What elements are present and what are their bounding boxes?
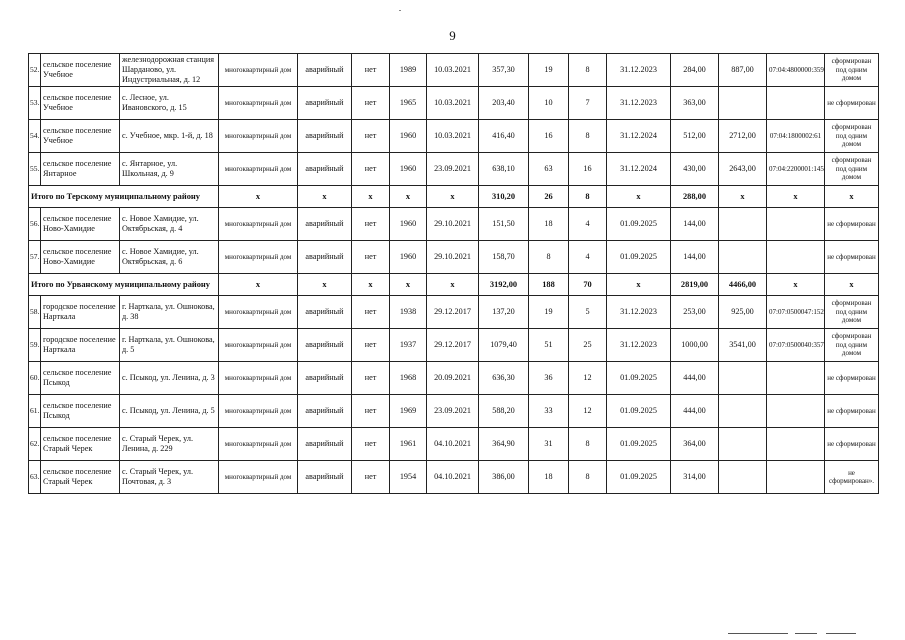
status-cell: аварийный bbox=[298, 87, 352, 120]
year-cell: 1968 bbox=[390, 362, 427, 395]
area-cell: 357,30 bbox=[479, 54, 529, 87]
house-type-cell: многоквартирный дом bbox=[219, 208, 298, 241]
cadastral-cell bbox=[767, 87, 825, 120]
house-type-cell: многоквартирный дом bbox=[219, 54, 298, 87]
year-cell: 1954 bbox=[390, 461, 427, 494]
land-area-cell bbox=[719, 208, 767, 241]
status-cell: аварийный bbox=[298, 296, 352, 329]
year-cell: 1960 bbox=[390, 241, 427, 274]
row-number: 63. bbox=[29, 461, 41, 494]
land-area-cell bbox=[719, 428, 767, 461]
planned-area-cell: 364,00 bbox=[671, 428, 719, 461]
settlement-cell: сельское поселение Учебное bbox=[41, 54, 120, 87]
year-cell: 1960 bbox=[390, 208, 427, 241]
table-row bbox=[29, 208, 879, 241]
total-title: Итого по Урванскому муниципальному району bbox=[29, 274, 219, 296]
row-number: 60. bbox=[29, 362, 41, 395]
area-cell: 158,70 bbox=[479, 241, 529, 274]
deadline-cell: 01.09.2025 bbox=[607, 395, 671, 428]
address-cell: с. Псыкод, ул. Ленина, д. 5 bbox=[120, 395, 219, 428]
total-cell: x bbox=[219, 186, 298, 208]
table-row bbox=[29, 153, 879, 186]
flag-cell: нет bbox=[352, 296, 390, 329]
table-row bbox=[29, 428, 879, 461]
total-land-area: 4466,00 bbox=[719, 274, 767, 296]
total-cell: x bbox=[767, 274, 825, 296]
area-cell: 386,00 bbox=[479, 461, 529, 494]
residents-cell: 18 bbox=[529, 461, 569, 494]
planned-area-cell: 430,00 bbox=[671, 153, 719, 186]
area-cell: 636,30 bbox=[479, 362, 529, 395]
planned-area-cell: 363,00 bbox=[671, 87, 719, 120]
formation-cell: сформирован под одним домом bbox=[825, 153, 879, 186]
table-row bbox=[29, 241, 879, 274]
total-row bbox=[29, 186, 879, 208]
table-row bbox=[29, 87, 879, 120]
deadline-cell: 31.12.2024 bbox=[607, 120, 671, 153]
formation-cell: не сформирован bbox=[825, 208, 879, 241]
date-cell: 04.10.2021 bbox=[427, 461, 479, 494]
table-row bbox=[29, 395, 879, 428]
year-cell: 1989 bbox=[390, 54, 427, 87]
deadline-cell: 31.12.2023 bbox=[607, 329, 671, 362]
planned-area-cell: 144,00 bbox=[671, 241, 719, 274]
year-cell: 1960 bbox=[390, 120, 427, 153]
flag-cell: нет bbox=[352, 87, 390, 120]
cadastral-cell: 07:04:4800000:359 bbox=[767, 54, 825, 87]
flag-cell: нет bbox=[352, 54, 390, 87]
land-area-cell: 2712,00 bbox=[719, 120, 767, 153]
house-type-cell: многоквартирный дом bbox=[219, 87, 298, 120]
settlement-cell: сельское поселение Псыкод bbox=[41, 362, 120, 395]
formation-cell: не сформирован bbox=[825, 362, 879, 395]
area-cell: 638,10 bbox=[479, 153, 529, 186]
formation-cell: не сформирован». bbox=[825, 461, 879, 494]
cadastral-cell: 07:04:2200001:145 bbox=[767, 153, 825, 186]
total-row bbox=[29, 274, 879, 296]
planned-area-cell: 253,00 bbox=[671, 296, 719, 329]
cadastral-cell: 07:04:1800002:61 bbox=[767, 120, 825, 153]
residents-cell: 8 bbox=[529, 241, 569, 274]
deadline-cell: 01.09.2025 bbox=[607, 241, 671, 274]
house-type-cell: многоквартирный дом bbox=[219, 153, 298, 186]
land-area-cell: 2643,00 bbox=[719, 153, 767, 186]
flag-cell: нет bbox=[352, 428, 390, 461]
deadline-cell: 31.12.2024 bbox=[607, 153, 671, 186]
flag-cell: нет bbox=[352, 208, 390, 241]
row-number: 55. bbox=[29, 153, 41, 186]
total-cell: x bbox=[390, 186, 427, 208]
formation-cell: сформирован под одним домом bbox=[825, 329, 879, 362]
deadline-cell: 31.12.2023 bbox=[607, 296, 671, 329]
total-cell: x bbox=[767, 186, 825, 208]
total-cell: x bbox=[825, 186, 879, 208]
land-area-cell bbox=[719, 395, 767, 428]
total-cell: x bbox=[352, 274, 390, 296]
planned-area-cell: 1000,00 bbox=[671, 329, 719, 362]
settlement-cell: сельское поселение Псыкод bbox=[41, 395, 120, 428]
premises-cell: 8 bbox=[569, 461, 607, 494]
row-number: 61. bbox=[29, 395, 41, 428]
planned-area-cell: 512,00 bbox=[671, 120, 719, 153]
table-row bbox=[29, 362, 879, 395]
address-cell: с. Новое Хамидие, ул. Октябрьская, д. 6 bbox=[120, 241, 219, 274]
total-cell: x bbox=[427, 274, 479, 296]
status-cell: аварийный bbox=[298, 362, 352, 395]
date-cell: 29.12.2017 bbox=[427, 296, 479, 329]
date-cell: 10.03.2021 bbox=[427, 120, 479, 153]
date-cell: 29.10.2021 bbox=[427, 241, 479, 274]
land-area-cell: 925,00 bbox=[719, 296, 767, 329]
formation-cell: сформирован под одним домом bbox=[825, 296, 879, 329]
status-cell: аварийный bbox=[298, 120, 352, 153]
status-cell: аварийный bbox=[298, 461, 352, 494]
settlement-cell: городское поселение Нарткала bbox=[41, 329, 120, 362]
total-residents: 188 bbox=[529, 274, 569, 296]
footer-rule bbox=[795, 633, 817, 634]
formation-cell: не сформирован bbox=[825, 395, 879, 428]
table-row bbox=[29, 461, 879, 494]
cadastral-cell bbox=[767, 241, 825, 274]
land-area-cell: 887,00 bbox=[719, 54, 767, 87]
total-area: 3192,00 bbox=[479, 274, 529, 296]
formation-cell: не сформирован bbox=[825, 87, 879, 120]
status-cell: аварийный bbox=[298, 241, 352, 274]
house-type-cell: многоквартирный дом bbox=[219, 395, 298, 428]
flag-cell: нет bbox=[352, 362, 390, 395]
row-number: 57. bbox=[29, 241, 41, 274]
settlement-cell: сельское поселение Старый Черек bbox=[41, 428, 120, 461]
table-row bbox=[29, 329, 879, 362]
scan-mark bbox=[399, 10, 401, 11]
house-type-cell: многоквартирный дом bbox=[219, 329, 298, 362]
total-cell: x bbox=[427, 186, 479, 208]
total-cell: x bbox=[607, 186, 671, 208]
table-row bbox=[29, 296, 879, 329]
row-number: 52. bbox=[29, 54, 41, 87]
status-cell: аварийный bbox=[298, 208, 352, 241]
status-cell: аварийный bbox=[298, 153, 352, 186]
planned-area-cell: 314,00 bbox=[671, 461, 719, 494]
deadline-cell: 01.09.2025 bbox=[607, 362, 671, 395]
address-cell: с. Лесное, ул. Ивановского, д. 15 bbox=[120, 87, 219, 120]
total-cell: x bbox=[390, 274, 427, 296]
date-cell: 23.09.2021 bbox=[427, 395, 479, 428]
status-cell: аварийный bbox=[298, 54, 352, 87]
total-cell: x bbox=[352, 186, 390, 208]
cadastral-cell bbox=[767, 208, 825, 241]
deadline-cell: 31.12.2023 bbox=[607, 54, 671, 87]
flag-cell: нет bbox=[352, 120, 390, 153]
row-number: 56. bbox=[29, 208, 41, 241]
total-residents: 26 bbox=[529, 186, 569, 208]
year-cell: 1937 bbox=[390, 329, 427, 362]
premises-cell: 12 bbox=[569, 362, 607, 395]
total-premises: 8 bbox=[569, 186, 607, 208]
table-row bbox=[29, 120, 879, 153]
settlement-cell: сельское поселение Ново-Хамидие bbox=[41, 241, 120, 274]
residents-cell: 19 bbox=[529, 54, 569, 87]
residents-cell: 51 bbox=[529, 329, 569, 362]
row-number: 54. bbox=[29, 120, 41, 153]
land-area-cell bbox=[719, 241, 767, 274]
premises-cell: 5 bbox=[569, 296, 607, 329]
planned-area-cell: 444,00 bbox=[671, 362, 719, 395]
total-planned-area: 2819,00 bbox=[671, 274, 719, 296]
planned-area-cell: 444,00 bbox=[671, 395, 719, 428]
total-cell: x bbox=[298, 186, 352, 208]
year-cell: 1961 bbox=[390, 428, 427, 461]
total-planned-area: 288,00 bbox=[671, 186, 719, 208]
status-cell: аварийный bbox=[298, 428, 352, 461]
flag-cell: нет bbox=[352, 153, 390, 186]
premises-cell: 8 bbox=[569, 54, 607, 87]
total-cell: x bbox=[219, 274, 298, 296]
house-type-cell: многоквартирный дом bbox=[219, 362, 298, 395]
area-cell: 416,40 bbox=[479, 120, 529, 153]
total-title: Итого по Терскому муниципальному району bbox=[29, 186, 219, 208]
page-number: 9 bbox=[449, 28, 456, 43]
house-type-cell: многоквартирный дом bbox=[219, 241, 298, 274]
residents-cell: 16 bbox=[529, 120, 569, 153]
flag-cell: нет bbox=[352, 329, 390, 362]
status-cell: аварийный bbox=[298, 395, 352, 428]
house-type-cell: многоквартирный дом bbox=[219, 296, 298, 329]
settlement-cell: сельское поселение Ново-Хамидие bbox=[41, 208, 120, 241]
address-cell: с. Учебное, мкр. 1-й, д. 18 bbox=[120, 120, 219, 153]
date-cell: 04.10.2021 bbox=[427, 428, 479, 461]
footer-rule bbox=[728, 633, 788, 634]
settlement-cell: городское поселение Нарткала bbox=[41, 296, 120, 329]
address-cell: г. Нарткала, ул. Ошнокова, д. 5 bbox=[120, 329, 219, 362]
address-cell: с. Старый Черек, ул. Ленина, д. 229 bbox=[120, 428, 219, 461]
date-cell: 29.12.2017 bbox=[427, 329, 479, 362]
total-cell: x bbox=[298, 274, 352, 296]
flag-cell: нет bbox=[352, 241, 390, 274]
residents-cell: 19 bbox=[529, 296, 569, 329]
area-cell: 588,20 bbox=[479, 395, 529, 428]
land-area-cell bbox=[719, 461, 767, 494]
cadastral-cell bbox=[767, 428, 825, 461]
row-number: 58. bbox=[29, 296, 41, 329]
settlement-cell: сельское поселение Старый Черек bbox=[41, 461, 120, 494]
cadastral-cell: 07:07:0500040:357 bbox=[767, 329, 825, 362]
row-number: 53. bbox=[29, 87, 41, 120]
premises-cell: 8 bbox=[569, 428, 607, 461]
address-cell: с. Янтарное, ул. Школьная, д. 9 bbox=[120, 153, 219, 186]
cadastral-cell bbox=[767, 362, 825, 395]
address-cell: с. Псыкод, ул. Ленина, д. 3 bbox=[120, 362, 219, 395]
flag-cell: нет bbox=[352, 395, 390, 428]
house-type-cell: многоквартирный дом bbox=[219, 428, 298, 461]
date-cell: 23.09.2021 bbox=[427, 153, 479, 186]
date-cell: 29.10.2021 bbox=[427, 208, 479, 241]
planned-area-cell: 284,00 bbox=[671, 54, 719, 87]
deadline-cell: 01.09.2025 bbox=[607, 428, 671, 461]
planned-area-cell: 144,00 bbox=[671, 208, 719, 241]
area-cell: 151,50 bbox=[479, 208, 529, 241]
house-type-cell: многоквартирный дом bbox=[219, 461, 298, 494]
total-cell: x bbox=[607, 274, 671, 296]
year-cell: 1960 bbox=[390, 153, 427, 186]
cadastral-cell: 07:07:0500047:152 bbox=[767, 296, 825, 329]
residents-cell: 18 bbox=[529, 208, 569, 241]
residents-cell: 31 bbox=[529, 428, 569, 461]
house-type-cell: многоквартирный дом bbox=[219, 120, 298, 153]
settlement-cell: сельское поселение Учебное bbox=[41, 120, 120, 153]
footer-rule bbox=[826, 633, 856, 634]
row-number: 62. bbox=[29, 428, 41, 461]
status-cell: аварийный bbox=[298, 329, 352, 362]
premises-cell: 8 bbox=[569, 120, 607, 153]
address-cell: с. Старый Черек, ул. Почтовая, д. 3 bbox=[120, 461, 219, 494]
land-area-cell bbox=[719, 362, 767, 395]
year-cell: 1965 bbox=[390, 87, 427, 120]
residents-cell: 33 bbox=[529, 395, 569, 428]
deadline-cell: 01.09.2025 bbox=[607, 461, 671, 494]
table-row bbox=[29, 54, 879, 87]
total-cell: x bbox=[825, 274, 879, 296]
date-cell: 10.03.2021 bbox=[427, 87, 479, 120]
premises-cell: 4 bbox=[569, 208, 607, 241]
address-cell: железнодорожная станция Шарданово, ул. Индустриальная, д. 12 bbox=[120, 54, 219, 87]
formation-cell: не сформирован bbox=[825, 428, 879, 461]
address-cell: с. Новое Хамидие, ул. Октябрьская, д. 4 bbox=[120, 208, 219, 241]
land-area-cell bbox=[719, 87, 767, 120]
year-cell: 1969 bbox=[390, 395, 427, 428]
residents-cell: 10 bbox=[529, 87, 569, 120]
residents-cell: 63 bbox=[529, 153, 569, 186]
cadastral-cell bbox=[767, 395, 825, 428]
date-cell: 20.09.2021 bbox=[427, 362, 479, 395]
formation-cell: сформирован под одним домом bbox=[825, 54, 879, 87]
settlement-cell: сельское поселение Учебное bbox=[41, 87, 120, 120]
area-cell: 364,90 bbox=[479, 428, 529, 461]
flag-cell: нет bbox=[352, 461, 390, 494]
residents-cell: 36 bbox=[529, 362, 569, 395]
total-land-area: x bbox=[719, 186, 767, 208]
land-area-cell: 3541,00 bbox=[719, 329, 767, 362]
deadline-cell: 01.09.2025 bbox=[607, 208, 671, 241]
area-cell: 1079,40 bbox=[479, 329, 529, 362]
formation-cell: не сформирован bbox=[825, 241, 879, 274]
premises-cell: 25 bbox=[569, 329, 607, 362]
row-number: 59. bbox=[29, 329, 41, 362]
premises-cell: 16 bbox=[569, 153, 607, 186]
area-cell: 137,20 bbox=[479, 296, 529, 329]
total-premises: 70 bbox=[569, 274, 607, 296]
settlement-cell: сельское поселение Янтарное bbox=[41, 153, 120, 186]
date-cell: 10.03.2021 bbox=[427, 54, 479, 87]
year-cell: 1938 bbox=[390, 296, 427, 329]
housing-table bbox=[28, 53, 879, 494]
premises-cell: 12 bbox=[569, 395, 607, 428]
formation-cell: сформирован под одним домом bbox=[825, 120, 879, 153]
address-cell: г. Нарткала, ул. Ошнокова, д. 38 bbox=[120, 296, 219, 329]
premises-cell: 4 bbox=[569, 241, 607, 274]
total-area: 310,20 bbox=[479, 186, 529, 208]
area-cell: 203,40 bbox=[479, 87, 529, 120]
premises-cell: 7 bbox=[569, 87, 607, 120]
deadline-cell: 31.12.2023 bbox=[607, 87, 671, 120]
cadastral-cell bbox=[767, 461, 825, 494]
